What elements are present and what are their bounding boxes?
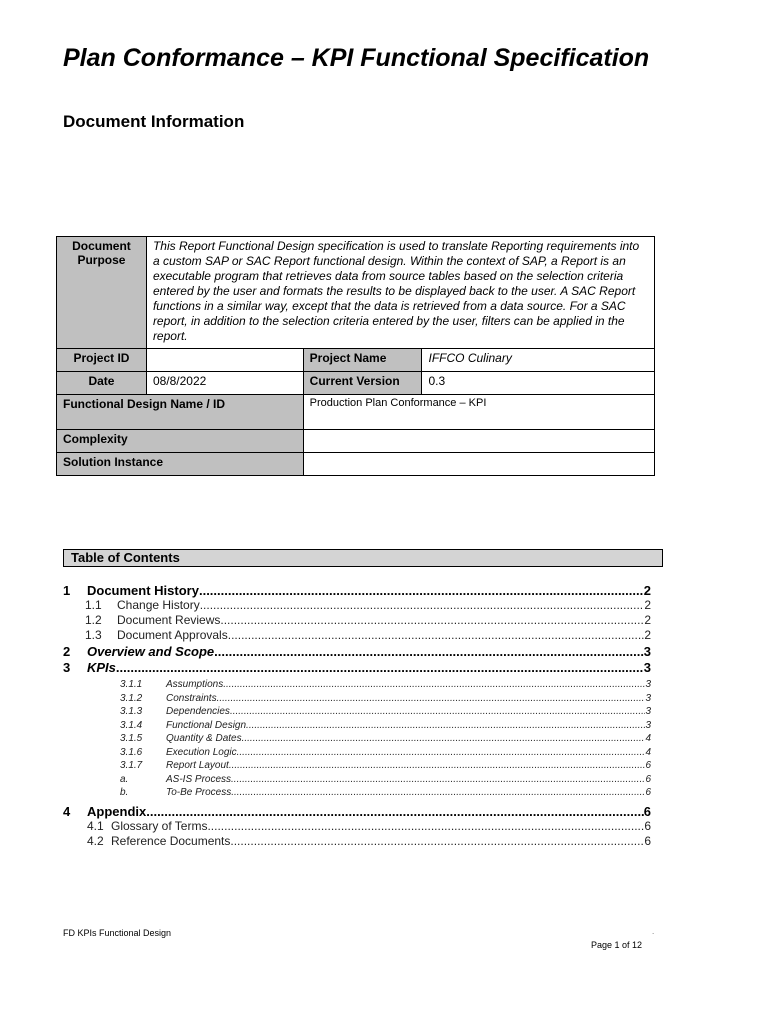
toc-entry-number: 3.1.6 bbox=[120, 746, 143, 758]
toc-entry-number: 3.1.3 bbox=[120, 706, 143, 717]
toc-entry[interactable] bbox=[63, 834, 651, 849]
toc-entry-number: 2 bbox=[63, 644, 71, 659]
date-value: 08/8/2022 bbox=[146, 372, 303, 395]
toc-entry-page: 3 bbox=[643, 644, 651, 659]
toc-entry-number: a. bbox=[120, 773, 129, 785]
toc-leader-dots bbox=[228, 628, 645, 643]
toc-entry-title: Dependencies bbox=[166, 706, 230, 717]
toc-entry[interactable] bbox=[63, 773, 651, 787]
toc-entry-number: b. bbox=[120, 787, 129, 798]
section-heading: Document Information bbox=[63, 112, 245, 131]
project-name-label: Project Name bbox=[303, 349, 422, 372]
toc-entry-number: 1.2 bbox=[85, 613, 102, 627]
toc-entry-title: Document Reviews bbox=[117, 613, 221, 627]
toc-header: Table of Contents bbox=[63, 549, 663, 567]
project-id-value bbox=[146, 349, 303, 372]
toc-entry-title: Appendix bbox=[87, 803, 147, 819]
toc-entry[interactable] bbox=[63, 804, 651, 819]
toc-leader-dots bbox=[217, 692, 646, 706]
current-version-label: Current Version bbox=[303, 372, 422, 395]
footer-dot: . bbox=[652, 927, 655, 936]
toc-leader-dots bbox=[220, 613, 644, 628]
toc-entry-number: 4.2 bbox=[87, 833, 104, 848]
toc-entry-title: Document Approvals bbox=[117, 628, 228, 642]
toc-entry[interactable] bbox=[63, 786, 651, 800]
toc-entry-title: Quantity & Dates bbox=[166, 733, 242, 744]
toc-leader-dots bbox=[229, 759, 646, 773]
toc-leader-dots bbox=[246, 719, 645, 733]
footer-page-number: Page 1 of 12 bbox=[591, 940, 643, 950]
toc-entry-page: 2 bbox=[644, 628, 651, 642]
purpose-label: Document Purpose bbox=[57, 237, 147, 349]
toc-entry-number: 3.1.2 bbox=[120, 692, 143, 704]
toc-entry[interactable] bbox=[63, 692, 651, 706]
toc-leader-dots bbox=[146, 804, 644, 819]
project-name-value: IFFCO Culinary bbox=[422, 349, 655, 372]
toc-leader-dots bbox=[116, 660, 644, 675]
toc-entry[interactable] bbox=[63, 746, 651, 760]
toc-entry-title: Change History bbox=[117, 598, 200, 612]
toc-leader-dots bbox=[242, 732, 646, 746]
toc-leader-dots bbox=[200, 598, 645, 613]
toc-entry[interactable] bbox=[63, 598, 651, 613]
toc-entry-title: KPIs bbox=[87, 660, 116, 675]
toc-entry-title: Report Layout bbox=[166, 760, 229, 771]
toc-entry-number: 3.1.7 bbox=[120, 760, 143, 771]
solution-instance-label: Solution Instance bbox=[57, 453, 304, 476]
toc-entry-page: 3 bbox=[645, 692, 651, 704]
toc-entry[interactable] bbox=[63, 819, 651, 834]
toc-entry[interactable] bbox=[63, 628, 651, 643]
toc-entry-title: Glossary of Terms bbox=[111, 818, 208, 833]
toc-leader-dots bbox=[207, 819, 644, 834]
toc-entry-number: 4 bbox=[63, 803, 71, 819]
toc-entry-page: 6 bbox=[645, 760, 651, 771]
toc-entry-title: Execution Logic bbox=[166, 746, 237, 758]
toc-entry[interactable] bbox=[63, 719, 651, 733]
toc-leader-dots bbox=[230, 834, 644, 849]
toc-entry[interactable] bbox=[63, 613, 651, 628]
toc-entry[interactable] bbox=[63, 644, 651, 659]
toc-entry[interactable] bbox=[63, 759, 651, 773]
fd-name-label: Functional Design Name / ID bbox=[57, 395, 304, 430]
toc-entry-page: 4 bbox=[645, 746, 651, 758]
toc-entry-page: 6 bbox=[643, 803, 651, 819]
toc-entry-page: 6 bbox=[644, 833, 651, 848]
toc-entry-title: Document History bbox=[87, 583, 199, 598]
fd-name-value: Production Plan Conformance – KPI bbox=[303, 395, 654, 430]
toc-entry-title: Assumptions bbox=[166, 679, 224, 690]
toc-leader-dots bbox=[230, 705, 646, 719]
toc-entry[interactable] bbox=[63, 660, 651, 675]
toc-entry-number: 1.3 bbox=[85, 628, 102, 642]
toc-entry-title: Overview and Scope bbox=[87, 644, 215, 659]
toc-entry-page: 4 bbox=[645, 733, 651, 744]
document-info-table bbox=[56, 236, 655, 476]
complexity-value bbox=[303, 430, 654, 453]
toc-entry-page: 3 bbox=[643, 660, 651, 675]
toc-entry-title: To-Be Process bbox=[166, 787, 232, 798]
toc-entry-number: 3.1.1 bbox=[120, 679, 143, 690]
date-label: Date bbox=[57, 372, 147, 395]
toc-entry-page: 6 bbox=[645, 787, 651, 798]
toc-entry-page: 3 bbox=[645, 719, 651, 731]
toc-leader-dots bbox=[214, 644, 644, 659]
toc-entry[interactable] bbox=[63, 705, 651, 719]
toc-leader-dots bbox=[237, 746, 646, 760]
footer-document-name: FD KPIs Functional Design bbox=[63, 928, 172, 938]
toc-entry[interactable] bbox=[63, 678, 651, 692]
toc-entry-title: Constraints bbox=[166, 692, 217, 704]
table-of-contents bbox=[63, 582, 651, 849]
complexity-label: Complexity bbox=[57, 430, 304, 453]
toc-entry-page: 6 bbox=[644, 818, 651, 833]
document-title: Plan Conformance – KPI Functional Specification bbox=[63, 44, 650, 72]
current-version-value: 0.3 bbox=[422, 372, 655, 395]
toc-entry-number: 1.1 bbox=[85, 598, 102, 612]
toc-leader-dots bbox=[231, 786, 645, 800]
toc-entry-number: 3.1.5 bbox=[120, 733, 143, 744]
toc-entry-number: 3 bbox=[63, 660, 71, 675]
toc-entry-page: 2 bbox=[644, 613, 651, 627]
toc-entry-page: 2 bbox=[643, 583, 651, 598]
toc-entry[interactable] bbox=[63, 583, 651, 598]
purpose-text: This Report Functional Design specification is used to translate Reporting requirements into a custom SAP or SAC Report functional design. Within the context of SAP, a Report is an executable program that retrieves data from source tables based on the selection criteria entered by the user and formats the results to be displayed back to the user. A SAC Report functions in a similar way, except that the data is retrieved from a data source. For a SAC report, in addition to the selection criteria entered by the user, filters can be applied in the report. bbox=[146, 237, 654, 349]
toc-entry-number: 1 bbox=[63, 583, 71, 598]
toc-entry-page: 2 bbox=[644, 598, 651, 612]
solution-instance-value bbox=[303, 453, 654, 476]
toc-entry[interactable] bbox=[63, 732, 651, 746]
toc-leader-dots bbox=[199, 583, 644, 598]
toc-entry-title: Reference Documents bbox=[111, 833, 231, 848]
toc-entry-page: 3 bbox=[645, 679, 651, 690]
toc-entry-title: Functional Design bbox=[166, 719, 247, 731]
toc-entry-page: 6 bbox=[645, 773, 651, 785]
toc-entry-number: 4.1 bbox=[87, 818, 104, 833]
toc-entry-number: 3.1.4 bbox=[120, 719, 143, 731]
toc-entry-page: 3 bbox=[645, 706, 651, 717]
project-id-label: Project ID bbox=[57, 349, 147, 372]
toc-entry-title: AS-IS Process bbox=[166, 773, 232, 785]
toc-leader-dots bbox=[223, 678, 645, 692]
toc-leader-dots bbox=[231, 773, 645, 787]
